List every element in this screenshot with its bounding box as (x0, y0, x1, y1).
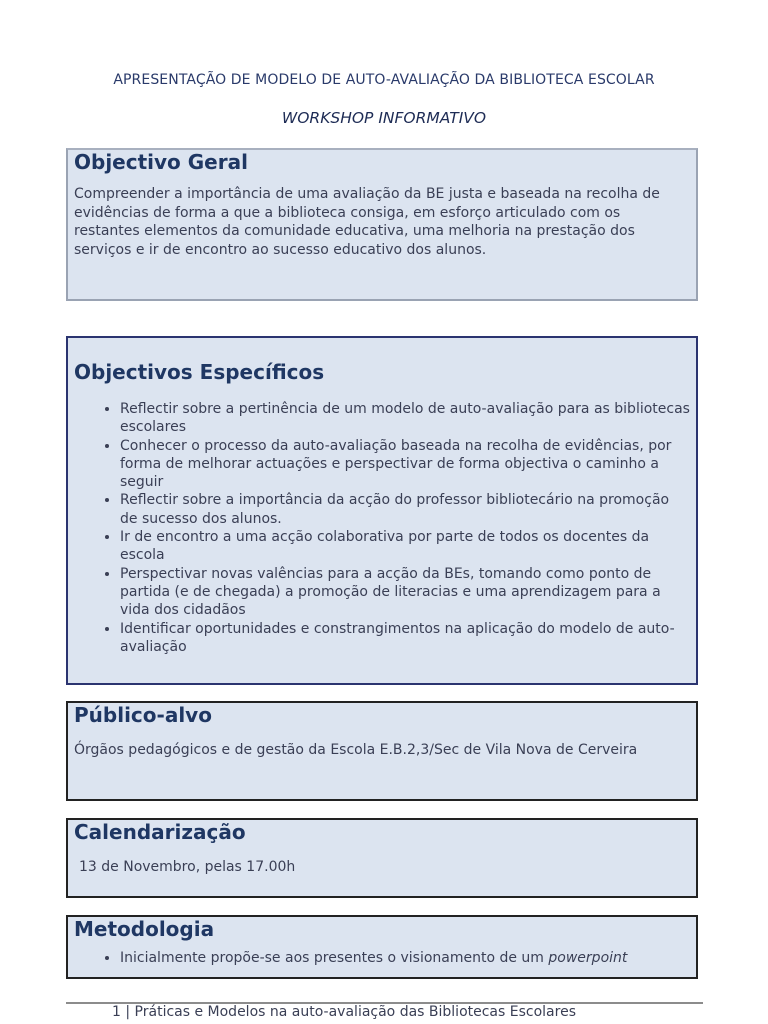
list-item: • Conhecer o processo da auto-avaliação baseada na recolha de evidências, por forma de melhorar actuações e perspectivar de forma objectiva o caminho a seguir (120, 437, 690, 492)
list-item (120, 949, 690, 967)
objectivo-geral-heading: Objectivo Geral (74, 150, 248, 174)
footer-text: Práticas e Modelos na auto-avaliação das Bibliotecas Escolares (134, 1004, 576, 1020)
list-item: • Identificar oportunidades e constrangimentos na aplicação do modelo de auto-avaliação (120, 620, 690, 657)
list-item: • Reflectir sobre a importância da acção do professor bibliotecário na promoção de sucesso dos alunos. (120, 491, 690, 528)
document-title: APRESENTAÇÃO DE MODELO DE AUTO-AVALIAÇÃO DA BIBLIOTECA ESCOLAR (113, 72, 655, 88)
calendarizacao-heading: Calendarização (74, 820, 246, 844)
objectivos-especificos-list (74, 400, 690, 656)
page-footer (112, 1004, 576, 1020)
list-item: • Reflectir sobre a pertinência de um modelo de auto-avaliação para as bibliotecas escolares (120, 400, 690, 437)
objectivos-especificos-box (66, 336, 698, 685)
footer-separator: | (120, 1004, 135, 1020)
calendarizacao-box (66, 818, 698, 898)
publico-alvo-heading: Público-alvo (74, 703, 212, 727)
publico-alvo-text: Órgãos pedagógicos e de gestão da Escola E.B.2,3/Sec de Vila Nova de Cerveira (74, 742, 638, 758)
publico-alvo-box (66, 701, 698, 801)
metodologia-item-text: Inicialmente propõe-se aos presentes o visionamento de um (120, 950, 549, 966)
objectivos-especificos-heading: Objectivos Específicos (74, 360, 325, 384)
objectivo-geral-box (66, 148, 698, 301)
objectivo-geral-text: Compreender a importância de uma avaliação da BE justa e baseada na recolha de evidências de forma a que a biblioteca consiga, em esforço articulado com os restantes elementos da comunidade educativa, uma melhoria na prestação dos serviços e ir de encontro ao sucesso educativo dos alunos. (74, 186, 660, 258)
metodologia-item-emphasis: powerpoint (548, 950, 628, 966)
list-item: • Perspectivar novas valências para a acção da BEs, tomando como ponto de partida (e de chegada) a promoção de literacias e uma aprendizagem para a vida dos cidadãos (120, 565, 690, 620)
metodologia-list (74, 949, 690, 967)
document-subtitle: WORKSHOP INFORMATIVO (281, 109, 487, 127)
page-number: 1 (112, 1004, 121, 1020)
metodologia-box (66, 915, 698, 979)
calendarizacao-text: 13 de Novembro, pelas 17.00h (79, 859, 296, 875)
list-item: • Ir de encontro a uma acção colaborativa por parte de todos os docentes da escola (120, 528, 690, 565)
metodologia-heading: Metodologia (74, 917, 215, 941)
